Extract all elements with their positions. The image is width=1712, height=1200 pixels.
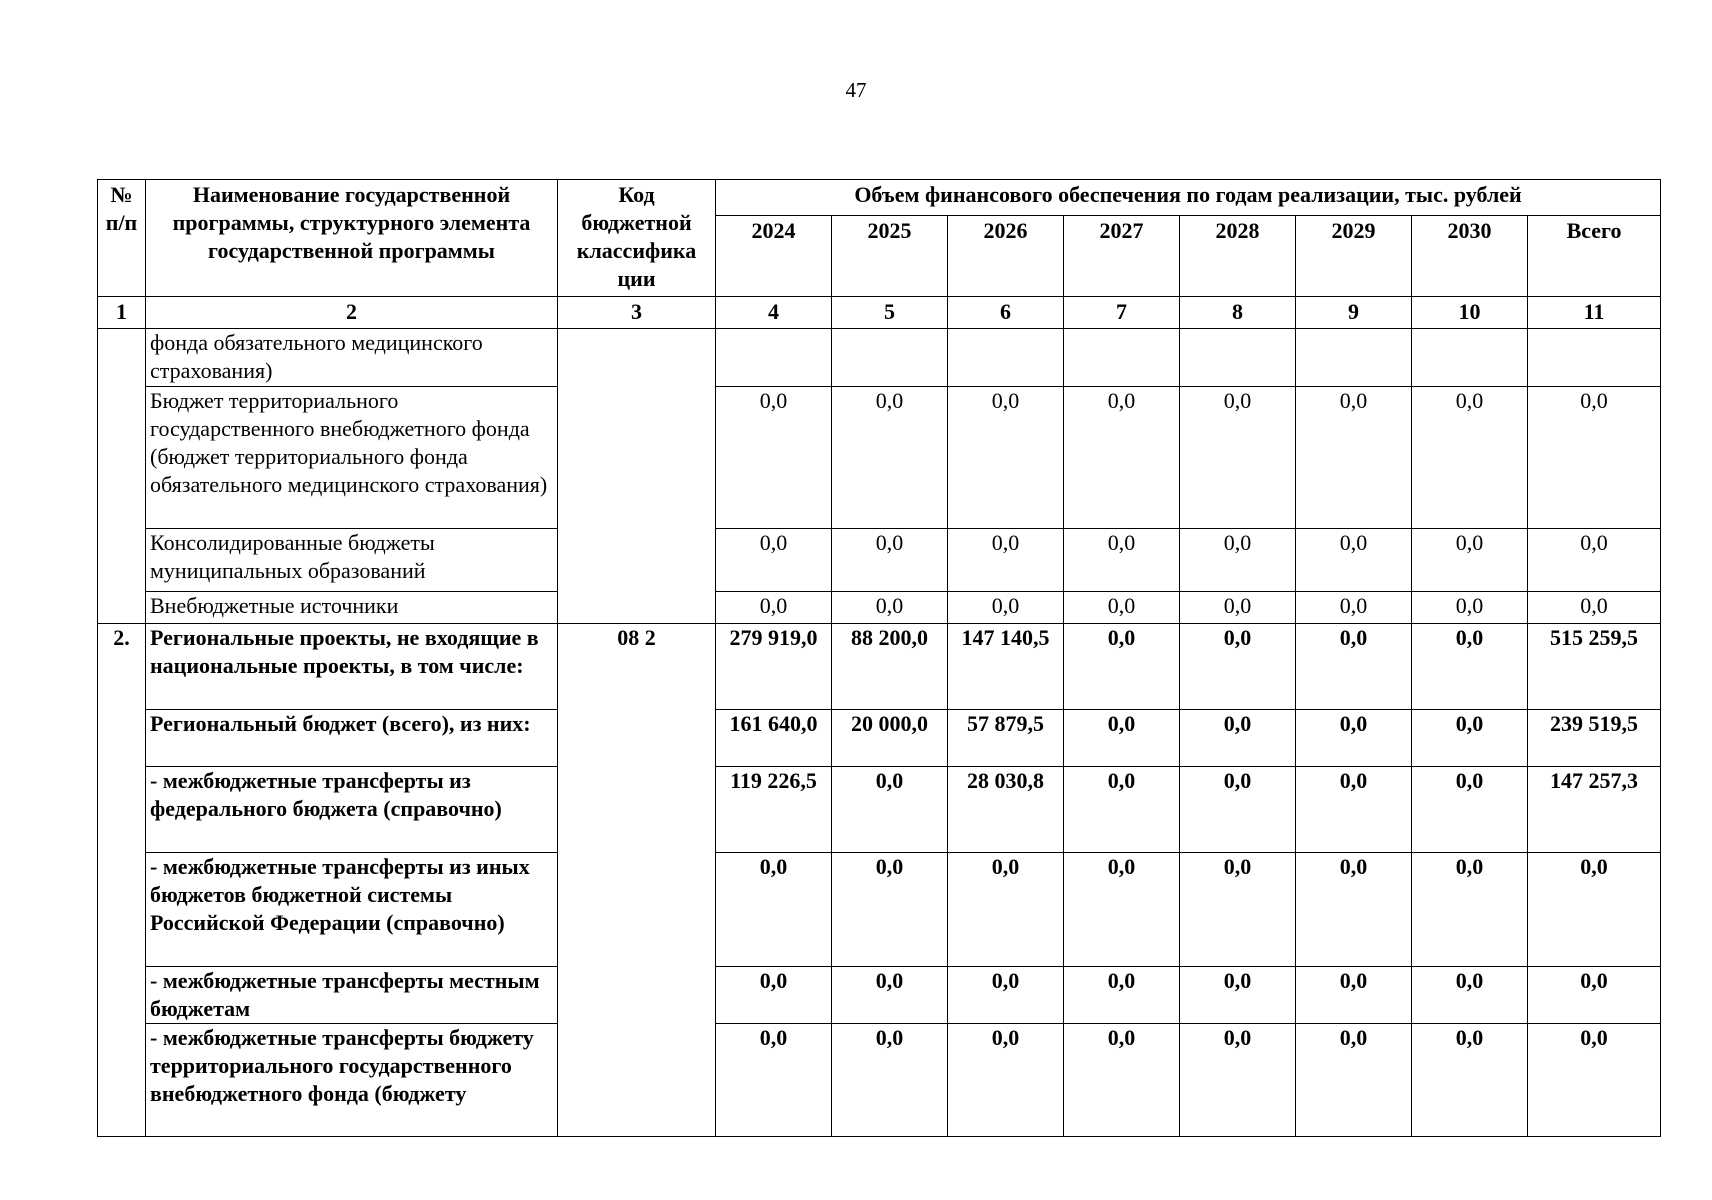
row-name: - межбюджетные трансферты местным бюджетам	[146, 967, 558, 1024]
cell-value: 0,0	[1180, 710, 1296, 767]
cell-value: 0,0	[1296, 767, 1412, 853]
cell-value: 0,0	[1064, 853, 1180, 967]
cell-value: 0,0	[1412, 529, 1528, 592]
cell-value: 0,0	[1296, 967, 1412, 1024]
column-number: 1	[98, 297, 146, 329]
table-row	[98, 529, 1661, 592]
cell-value: 0,0	[1296, 624, 1412, 710]
cell-value	[716, 329, 832, 387]
cell-value: 0,0	[1296, 529, 1412, 592]
cell-value: 0,0	[832, 529, 948, 592]
column-number: 7	[1064, 297, 1180, 329]
cell-value: 0,0	[1412, 387, 1528, 529]
page-number: 47	[845, 78, 867, 102]
column-number: 6	[948, 297, 1064, 329]
table-row	[98, 592, 1661, 624]
row-name: - межбюджетные трансферты из федерального бюджета (справочно)	[146, 767, 558, 853]
cell-value: 161 640,0	[716, 710, 832, 767]
cell-value: 0,0	[1180, 967, 1296, 1024]
header-year: 2024	[716, 216, 832, 297]
cell-value: 0,0	[948, 1024, 1064, 1137]
cell-value: 0,0	[832, 853, 948, 967]
cell-value	[832, 329, 948, 387]
financing-table	[97, 179, 1661, 1137]
cell-value: 0,0	[1528, 853, 1661, 967]
cell-value: 0,0	[1296, 592, 1412, 624]
cell-value: 0,0	[1180, 1024, 1296, 1137]
header-num: № п/п	[98, 180, 146, 297]
header-year: 2029	[1296, 216, 1412, 297]
row-index: 2.	[98, 624, 146, 1137]
cell-value	[1180, 329, 1296, 387]
cell-value: 0,0	[1180, 624, 1296, 710]
row-name: Внебюджетные источники	[146, 592, 558, 624]
cell-value: 0,0	[1528, 387, 1661, 529]
cell-value: 0,0	[948, 592, 1064, 624]
cell-value	[1296, 329, 1412, 387]
column-number: 2	[146, 297, 558, 329]
cell-value: 0,0	[1064, 967, 1180, 1024]
column-number: 4	[716, 297, 832, 329]
cell-value: 0,0	[1180, 853, 1296, 967]
cell-value: 0,0	[832, 767, 948, 853]
cell-value: 0,0	[1528, 529, 1661, 592]
cell-value	[1412, 329, 1528, 387]
row-code: 08 2	[558, 624, 716, 1137]
header-volume: Объем финансового обеспечения по годам реализации, тыс. рублей	[716, 180, 1661, 216]
cell-value: 0,0	[1528, 967, 1661, 1024]
row-name: Консолидированные бюджеты муниципальных образований	[146, 529, 558, 592]
column-number: 10	[1412, 297, 1528, 329]
cell-value: 0,0	[1180, 387, 1296, 529]
cell-value	[948, 329, 1064, 387]
cell-value: 0,0	[832, 387, 948, 529]
cell-value: 0,0	[716, 529, 832, 592]
header-code: Код бюджетной классифика ции	[558, 180, 716, 297]
column-number: 8	[1180, 297, 1296, 329]
header-year: 2028	[1180, 216, 1296, 297]
cell-value: 119 226,5	[716, 767, 832, 853]
cell-value: 0,0	[1064, 767, 1180, 853]
row-name: Региональный бюджет (всего), из них:	[146, 710, 558, 767]
row-name: Региональные проекты, не входящие в национальные проекты, в том числе:	[146, 624, 558, 710]
cell-value: 0,0	[832, 592, 948, 624]
cell-value: 0,0	[1180, 592, 1296, 624]
cell-value: 0,0	[1064, 592, 1180, 624]
cell-value: 0,0	[1180, 767, 1296, 853]
row-code	[558, 329, 716, 624]
cell-value: 0,0	[1180, 529, 1296, 592]
cell-value: 0,0	[948, 529, 1064, 592]
cell-value: 0,0	[1064, 624, 1180, 710]
row-name: фонда обязательного медицинского страхования)	[146, 329, 558, 387]
table-row	[98, 329, 1661, 387]
cell-value: 0,0	[716, 1024, 832, 1137]
header-total: Всего	[1528, 216, 1661, 297]
column-number: 3	[558, 297, 716, 329]
table-row	[98, 767, 1661, 853]
table-row	[98, 853, 1661, 967]
cell-value: 0,0	[948, 387, 1064, 529]
cell-value: 0,0	[1412, 592, 1528, 624]
column-numbers-row	[98, 297, 1661, 329]
cell-value	[1528, 329, 1661, 387]
cell-value: 0,0	[948, 853, 1064, 967]
cell-value: 0,0	[1412, 767, 1528, 853]
cell-value: 0,0	[1412, 967, 1528, 1024]
table-header	[98, 180, 1661, 329]
cell-value: 0,0	[1296, 1024, 1412, 1137]
cell-value: 0,0	[948, 967, 1064, 1024]
table-row	[98, 624, 1661, 710]
table-row	[98, 710, 1661, 767]
cell-value: 0,0	[716, 387, 832, 529]
cell-value: 0,0	[1064, 1024, 1180, 1137]
cell-value: 0,0	[1412, 853, 1528, 967]
table-row	[98, 387, 1661, 529]
column-number: 11	[1528, 297, 1661, 329]
cell-value: 0,0	[1528, 592, 1661, 624]
cell-value: 0,0	[1064, 710, 1180, 767]
table-row	[98, 1024, 1661, 1137]
header-name: Наименование государственной программы, структурного элемента государственной программы	[146, 180, 558, 297]
cell-value: 0,0	[716, 853, 832, 967]
row-name: Бюджет территориального государственного внебюджетного фонда (бюджет территориального фонда обязательного медицинского страхования)	[146, 387, 558, 529]
cell-value: 0,0	[1296, 853, 1412, 967]
row-name: - межбюджетные трансферты бюджету территориального государственного внебюджетного фонда (бюджету	[146, 1024, 558, 1137]
cell-value: 0,0	[716, 592, 832, 624]
cell-value: 20 000,0	[832, 710, 948, 767]
header-year: 2025	[832, 216, 948, 297]
cell-value: 239 519,5	[1528, 710, 1661, 767]
cell-value: 0,0	[1296, 710, 1412, 767]
cell-value: 0,0	[1412, 710, 1528, 767]
cell-value: 88 200,0	[832, 624, 948, 710]
cell-value: 515 259,5	[1528, 624, 1661, 710]
cell-value: 147 140,5	[948, 624, 1064, 710]
cell-value	[1064, 329, 1180, 387]
cell-value: 57 879,5	[948, 710, 1064, 767]
cell-value: 0,0	[832, 967, 948, 1024]
column-number: 5	[832, 297, 948, 329]
cell-value: 279 919,0	[716, 624, 832, 710]
cell-value: 0,0	[1528, 1024, 1661, 1137]
cell-value: 0,0	[1412, 624, 1528, 710]
table-body	[98, 329, 1661, 1137]
header-year: 2026	[948, 216, 1064, 297]
cell-value: 0,0	[1296, 387, 1412, 529]
cell-value: 0,0	[832, 1024, 948, 1137]
cell-value: 28 030,8	[948, 767, 1064, 853]
cell-value: 147 257,3	[1528, 767, 1661, 853]
row-name: - межбюджетные трансферты из иных бюджетов бюджетной системы Российской Федерации (справочно)	[146, 853, 558, 967]
header-year: 2030	[1412, 216, 1528, 297]
cell-value: 0,0	[1064, 529, 1180, 592]
column-number: 9	[1296, 297, 1412, 329]
row-index	[98, 329, 146, 624]
cell-value: 0,0	[1412, 1024, 1528, 1137]
header-year: 2027	[1064, 216, 1180, 297]
table-row	[98, 967, 1661, 1024]
cell-value: 0,0	[1064, 387, 1180, 529]
cell-value: 0,0	[716, 967, 832, 1024]
